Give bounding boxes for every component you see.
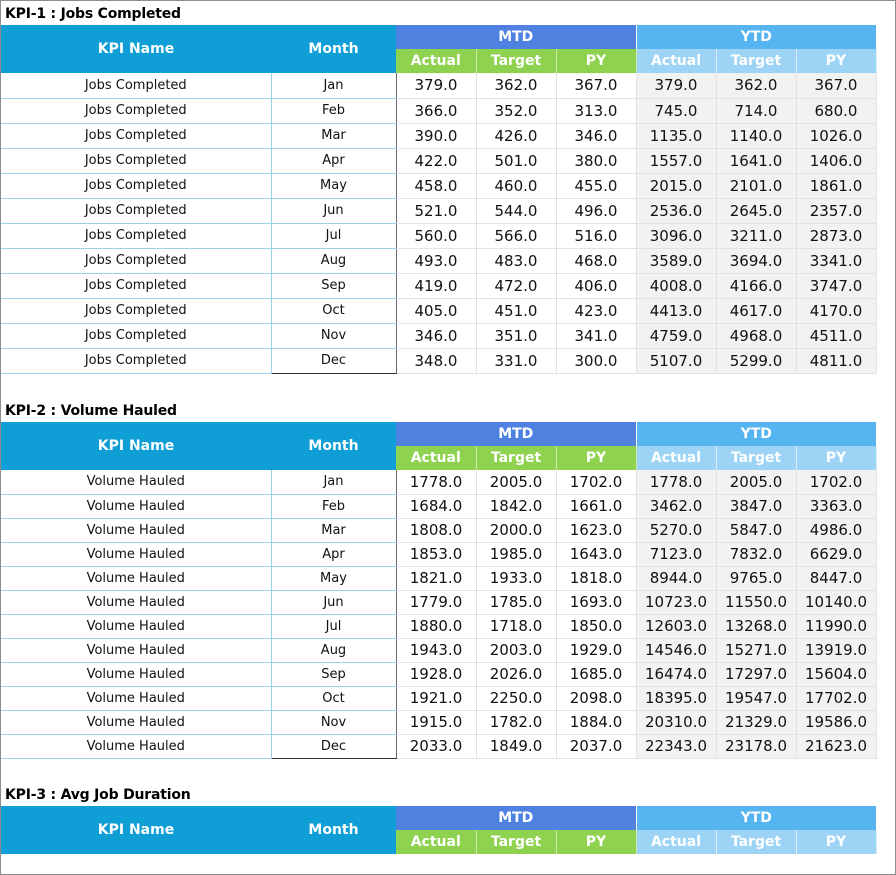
mtd-actual-cell[interactable]: 458.0: [396, 173, 476, 198]
month-cell[interactable]: Jul: [271, 614, 396, 638]
ytd-target-cell[interactable]: 1140.0: [716, 123, 796, 148]
mtd-target-cell[interactable]: 2250.0: [476, 686, 556, 710]
header-ytd-py[interactable]: PY: [796, 446, 876, 470]
kpi-name-cell[interactable]: Volume Hauled: [1, 614, 271, 638]
kpi-name-cell[interactable]: Volume Hauled: [1, 638, 271, 662]
mtd-py-cell[interactable]: 1623.0: [556, 518, 636, 542]
kpi-name-cell[interactable]: Volume Hauled: [1, 662, 271, 686]
ytd-py-cell[interactable]: 2873.0: [796, 223, 876, 248]
month-cell[interactable]: Sep: [271, 273, 396, 298]
mtd-py-cell[interactable]: 1818.0: [556, 566, 636, 590]
header-ytd-target[interactable]: Target: [716, 830, 796, 854]
table-row: [1, 470, 876, 494]
mtd-py-cell[interactable]: 516.0: [556, 223, 636, 248]
header-kpi-name[interactable]: KPI Name: [1, 422, 271, 470]
ytd-actual-cell[interactable]: 1778.0: [636, 470, 716, 494]
month-cell[interactable]: May: [271, 173, 396, 198]
ytd-target-cell[interactable]: 3847.0: [716, 494, 796, 518]
header-kpi-name[interactable]: KPI Name: [1, 25, 271, 73]
ytd-actual-cell[interactable]: 8944.0: [636, 566, 716, 590]
mtd-target-cell[interactable]: 1842.0: [476, 494, 556, 518]
ytd-target-cell[interactable]: 19547.0: [716, 686, 796, 710]
ytd-target-cell[interactable]: 1641.0: [716, 148, 796, 173]
header-ytd-actual[interactable]: Actual: [636, 49, 716, 73]
ytd-actual-cell[interactable]: 22343.0: [636, 734, 716, 758]
ytd-target-cell[interactable]: 2645.0: [716, 198, 796, 223]
ytd-actual-cell[interactable]: 3589.0: [636, 248, 716, 273]
table-row: [1, 248, 876, 273]
month-cell[interactable]: Mar: [271, 518, 396, 542]
mtd-target-cell[interactable]: 2005.0: [476, 470, 556, 494]
header-month[interactable]: Month: [271, 422, 396, 470]
kpi-title: KPI-3 : Avg Job Duration: [5, 787, 191, 803]
mtd-py-cell[interactable]: 468.0: [556, 248, 636, 273]
mtd-target-cell[interactable]: 1985.0: [476, 542, 556, 566]
mtd-target-cell[interactable]: 483.0: [476, 248, 556, 273]
mtd-actual-cell[interactable]: 379.0: [396, 73, 476, 98]
ytd-py-cell[interactable]: 13919.0: [796, 638, 876, 662]
mtd-actual-cell[interactable]: 346.0: [396, 323, 476, 348]
table-row: [1, 273, 876, 298]
ytd-target-cell[interactable]: 2101.0: [716, 173, 796, 198]
table-row: [1, 298, 876, 323]
mtd-target-cell[interactable]: 1849.0: [476, 734, 556, 758]
mtd-py-cell[interactable]: 1850.0: [556, 614, 636, 638]
month-cell[interactable]: Mar: [271, 123, 396, 148]
header-ytd-target[interactable]: Target: [716, 49, 796, 73]
mtd-target-cell[interactable]: 1718.0: [476, 614, 556, 638]
header-mtd-actual[interactable]: Actual: [396, 49, 476, 73]
ytd-target-cell[interactable]: 362.0: [716, 73, 796, 98]
month-cell[interactable]: Jun: [271, 198, 396, 223]
kpi-table: [1, 25, 877, 374]
mtd-actual-cell[interactable]: 1808.0: [396, 518, 476, 542]
mtd-target-cell[interactable]: 2003.0: [476, 638, 556, 662]
header-mtd[interactable]: MTD: [396, 422, 636, 446]
mtd-actual-cell[interactable]: 405.0: [396, 298, 476, 323]
mtd-py-cell[interactable]: 1693.0: [556, 590, 636, 614]
kpi-table: [1, 422, 877, 759]
mtd-target-cell[interactable]: 2000.0: [476, 518, 556, 542]
ytd-actual-cell[interactable]: 2536.0: [636, 198, 716, 223]
mtd-target-cell[interactable]: 2026.0: [476, 662, 556, 686]
mtd-actual-cell[interactable]: 521.0: [396, 198, 476, 223]
kpi-name-cell[interactable]: Jobs Completed: [1, 198, 271, 223]
table-row: [1, 494, 876, 518]
month-cell[interactable]: Apr: [271, 148, 396, 173]
ytd-actual-cell[interactable]: 379.0: [636, 73, 716, 98]
ytd-py-cell[interactable]: 10140.0: [796, 590, 876, 614]
mtd-py-cell[interactable]: 455.0: [556, 173, 636, 198]
mtd-py-cell[interactable]: 1929.0: [556, 638, 636, 662]
ytd-target-cell[interactable]: 2005.0: [716, 470, 796, 494]
ytd-py-cell[interactable]: 367.0: [796, 73, 876, 98]
mtd-actual-cell[interactable]: 1880.0: [396, 614, 476, 638]
kpi-name-cell[interactable]: Volume Hauled: [1, 470, 271, 494]
ytd-target-cell[interactable]: 4968.0: [716, 323, 796, 348]
ytd-py-cell[interactable]: 6629.0: [796, 542, 876, 566]
kpi-name-cell[interactable]: Jobs Completed: [1, 148, 271, 173]
month-cell[interactable]: Aug: [271, 638, 396, 662]
mtd-py-cell[interactable]: 2098.0: [556, 686, 636, 710]
table-row: [1, 223, 876, 248]
header-mtd-py[interactable]: PY: [556, 830, 636, 854]
kpi-name-cell[interactable]: Jobs Completed: [1, 98, 271, 123]
kpi-title: KPI-2 : Volume Hauled: [5, 403, 177, 419]
month-cell[interactable]: Jun: [271, 590, 396, 614]
mtd-py-cell[interactable]: 346.0: [556, 123, 636, 148]
mtd-py-cell[interactable]: 1661.0: [556, 494, 636, 518]
mtd-actual-cell[interactable]: 422.0: [396, 148, 476, 173]
kpi-name-cell[interactable]: Volume Hauled: [1, 590, 271, 614]
header-mtd-py[interactable]: PY: [556, 49, 636, 73]
header-mtd[interactable]: MTD: [396, 25, 636, 49]
mtd-target-cell[interactable]: 460.0: [476, 173, 556, 198]
month-cell[interactable]: Dec: [271, 734, 396, 758]
ytd-py-cell[interactable]: 3747.0: [796, 273, 876, 298]
header-mtd[interactable]: MTD: [396, 806, 636, 830]
ytd-actual-cell[interactable]: 18395.0: [636, 686, 716, 710]
kpi-table: [1, 806, 877, 854]
ytd-target-cell[interactable]: 3694.0: [716, 248, 796, 273]
mtd-target-cell[interactable]: 1785.0: [476, 590, 556, 614]
ytd-actual-cell[interactable]: 3462.0: [636, 494, 716, 518]
header-ytd-target[interactable]: Target: [716, 446, 796, 470]
table-row: [1, 148, 876, 173]
ytd-actual-cell[interactable]: 1557.0: [636, 148, 716, 173]
kpi-name-cell[interactable]: Jobs Completed: [1, 323, 271, 348]
kpi-name-cell[interactable]: Jobs Completed: [1, 223, 271, 248]
ytd-py-cell[interactable]: 11990.0: [796, 614, 876, 638]
mtd-target-cell[interactable]: 331.0: [476, 348, 556, 373]
ytd-py-cell[interactable]: 17702.0: [796, 686, 876, 710]
ytd-actual-cell[interactable]: 5270.0: [636, 518, 716, 542]
ytd-py-cell[interactable]: 1406.0: [796, 148, 876, 173]
mtd-actual-cell[interactable]: 1779.0: [396, 590, 476, 614]
header-ytd[interactable]: YTD: [636, 806, 876, 830]
ytd-target-cell[interactable]: 9765.0: [716, 566, 796, 590]
kpi-name-cell[interactable]: Jobs Completed: [1, 73, 271, 98]
ytd-py-cell[interactable]: 19586.0: [796, 710, 876, 734]
mtd-actual-cell[interactable]: 560.0: [396, 223, 476, 248]
ytd-actual-cell[interactable]: 10723.0: [636, 590, 716, 614]
mtd-actual-cell[interactable]: 1778.0: [396, 470, 476, 494]
mtd-py-cell[interactable]: 406.0: [556, 273, 636, 298]
header-mtd-actual[interactable]: Actual: [396, 446, 476, 470]
ytd-actual-cell[interactable]: 7123.0: [636, 542, 716, 566]
mtd-actual-cell[interactable]: 1915.0: [396, 710, 476, 734]
mtd-py-cell[interactable]: 1685.0: [556, 662, 636, 686]
ytd-py-cell[interactable]: 8447.0: [796, 566, 876, 590]
ytd-actual-cell[interactable]: 20310.0: [636, 710, 716, 734]
mtd-py-cell[interactable]: 367.0: [556, 73, 636, 98]
table-row: [1, 173, 876, 198]
mtd-py-cell[interactable]: 300.0: [556, 348, 636, 373]
ytd-target-cell[interactable]: 714.0: [716, 98, 796, 123]
ytd-target-cell[interactable]: 13268.0: [716, 614, 796, 638]
kpi-name-cell[interactable]: Volume Hauled: [1, 542, 271, 566]
mtd-actual-cell[interactable]: 493.0: [396, 248, 476, 273]
header-month[interactable]: Month: [271, 806, 396, 854]
ytd-target-cell[interactable]: 23178.0: [716, 734, 796, 758]
mtd-target-cell[interactable]: 472.0: [476, 273, 556, 298]
ytd-actual-cell[interactable]: 12603.0: [636, 614, 716, 638]
mtd-target-cell[interactable]: 426.0: [476, 123, 556, 148]
month-cell[interactable]: Oct: [271, 686, 396, 710]
ytd-actual-cell[interactable]: 2015.0: [636, 173, 716, 198]
ytd-target-cell[interactable]: 15271.0: [716, 638, 796, 662]
ytd-py-cell[interactable]: 21623.0: [796, 734, 876, 758]
table-row: [1, 614, 876, 638]
ytd-target-cell[interactable]: 11550.0: [716, 590, 796, 614]
table-row: [1, 734, 876, 758]
table-row: [1, 198, 876, 223]
header-mtd-target[interactable]: Target: [476, 49, 556, 73]
mtd-target-cell[interactable]: 451.0: [476, 298, 556, 323]
ytd-actual-cell[interactable]: 1135.0: [636, 123, 716, 148]
month-cell[interactable]: Apr: [271, 542, 396, 566]
mtd-actual-cell[interactable]: 419.0: [396, 273, 476, 298]
ytd-py-cell[interactable]: 1026.0: [796, 123, 876, 148]
mtd-py-cell[interactable]: 380.0: [556, 148, 636, 173]
ytd-actual-cell[interactable]: 16474.0: [636, 662, 716, 686]
month-cell[interactable]: Dec: [271, 348, 396, 373]
table-row: [1, 638, 876, 662]
mtd-actual-cell[interactable]: 1928.0: [396, 662, 476, 686]
kpi-title: KPI-1 : Jobs Completed: [5, 6, 181, 22]
mtd-target-cell[interactable]: 362.0: [476, 73, 556, 98]
table-row: [1, 566, 876, 590]
ytd-py-cell[interactable]: 3341.0: [796, 248, 876, 273]
header-ytd-actual[interactable]: Actual: [636, 830, 716, 854]
mtd-py-cell[interactable]: 2037.0: [556, 734, 636, 758]
ytd-target-cell[interactable]: 4166.0: [716, 273, 796, 298]
month-cell[interactable]: Oct: [271, 298, 396, 323]
header-ytd[interactable]: YTD: [636, 25, 876, 49]
mtd-actual-cell[interactable]: 366.0: [396, 98, 476, 123]
ytd-py-cell[interactable]: 2357.0: [796, 198, 876, 223]
mtd-actual-cell[interactable]: 1921.0: [396, 686, 476, 710]
ytd-py-cell[interactable]: 1702.0: [796, 470, 876, 494]
header-mtd-target[interactable]: Target: [476, 830, 556, 854]
month-cell[interactable]: Jan: [271, 470, 396, 494]
ytd-py-cell[interactable]: 15604.0: [796, 662, 876, 686]
table-row: [1, 686, 876, 710]
kpi-name-cell[interactable]: Jobs Completed: [1, 123, 271, 148]
header-ytd-py[interactable]: PY: [796, 830, 876, 854]
header-ytd-actual[interactable]: Actual: [636, 446, 716, 470]
ytd-py-cell[interactable]: 4811.0: [796, 348, 876, 373]
ytd-py-cell[interactable]: 4986.0: [796, 518, 876, 542]
mtd-actual-cell[interactable]: 2033.0: [396, 734, 476, 758]
kpi-name-cell[interactable]: Volume Hauled: [1, 710, 271, 734]
month-cell[interactable]: Feb: [271, 98, 396, 123]
kpi-name-cell[interactable]: Jobs Completed: [1, 248, 271, 273]
mtd-target-cell[interactable]: 566.0: [476, 223, 556, 248]
mtd-actual-cell[interactable]: 1943.0: [396, 638, 476, 662]
table-row: [1, 348, 876, 373]
mtd-py-cell[interactable]: 1702.0: [556, 470, 636, 494]
mtd-target-cell[interactable]: 1933.0: [476, 566, 556, 590]
month-cell[interactable]: Aug: [271, 248, 396, 273]
ytd-target-cell[interactable]: 17297.0: [716, 662, 796, 686]
ytd-actual-cell[interactable]: 4008.0: [636, 273, 716, 298]
mtd-actual-cell[interactable]: 1853.0: [396, 542, 476, 566]
ytd-py-cell[interactable]: 680.0: [796, 98, 876, 123]
table-row: [1, 73, 876, 98]
ytd-py-cell[interactable]: 4511.0: [796, 323, 876, 348]
kpi-name-cell[interactable]: Jobs Completed: [1, 298, 271, 323]
mtd-target-cell[interactable]: 544.0: [476, 198, 556, 223]
ytd-actual-cell[interactable]: 745.0: [636, 98, 716, 123]
month-cell[interactable]: Nov: [271, 323, 396, 348]
mtd-target-cell[interactable]: 1782.0: [476, 710, 556, 734]
month-cell[interactable]: May: [271, 566, 396, 590]
month-cell[interactable]: Jan: [271, 73, 396, 98]
header-mtd-target[interactable]: Target: [476, 446, 556, 470]
mtd-target-cell[interactable]: 352.0: [476, 98, 556, 123]
ytd-target-cell[interactable]: 5299.0: [716, 348, 796, 373]
mtd-actual-cell[interactable]: 1684.0: [396, 494, 476, 518]
mtd-actual-cell[interactable]: 348.0: [396, 348, 476, 373]
mtd-py-cell[interactable]: 1884.0: [556, 710, 636, 734]
mtd-actual-cell[interactable]: 1821.0: [396, 566, 476, 590]
ytd-actual-cell[interactable]: 4413.0: [636, 298, 716, 323]
mtd-py-cell[interactable]: 1643.0: [556, 542, 636, 566]
header-mtd-actual[interactable]: Actual: [396, 830, 476, 854]
table-row: [1, 123, 876, 148]
ytd-py-cell[interactable]: 4170.0: [796, 298, 876, 323]
kpi-name-cell[interactable]: Volume Hauled: [1, 686, 271, 710]
month-cell[interactable]: Feb: [271, 494, 396, 518]
kpi-name-cell[interactable]: Jobs Completed: [1, 348, 271, 373]
month-cell[interactable]: Sep: [271, 662, 396, 686]
ytd-actual-cell[interactable]: 5107.0: [636, 348, 716, 373]
kpi-name-cell[interactable]: Volume Hauled: [1, 734, 271, 758]
mtd-actual-cell[interactable]: 390.0: [396, 123, 476, 148]
table-row: [1, 662, 876, 686]
mtd-py-cell[interactable]: 496.0: [556, 198, 636, 223]
ytd-actual-cell[interactable]: 4759.0: [636, 323, 716, 348]
ytd-target-cell[interactable]: 7832.0: [716, 542, 796, 566]
kpi-name-cell[interactable]: Jobs Completed: [1, 173, 271, 198]
table-row: [1, 590, 876, 614]
mtd-py-cell[interactable]: 423.0: [556, 298, 636, 323]
ytd-target-cell[interactable]: 3211.0: [716, 223, 796, 248]
month-cell[interactable]: Jul: [271, 223, 396, 248]
header-ytd[interactable]: YTD: [636, 422, 876, 446]
month-cell[interactable]: Nov: [271, 710, 396, 734]
ytd-target-cell[interactable]: 4617.0: [716, 298, 796, 323]
ytd-py-cell[interactable]: 1861.0: [796, 173, 876, 198]
mtd-py-cell[interactable]: 313.0: [556, 98, 636, 123]
table-row: [1, 323, 876, 348]
table-row: [1, 518, 876, 542]
ytd-actual-cell[interactable]: 3096.0: [636, 223, 716, 248]
mtd-target-cell[interactable]: 501.0: [476, 148, 556, 173]
ytd-actual-cell[interactable]: 14546.0: [636, 638, 716, 662]
mtd-target-cell[interactable]: 351.0: [476, 323, 556, 348]
ytd-target-cell[interactable]: 5847.0: [716, 518, 796, 542]
header-mtd-py[interactable]: PY: [556, 446, 636, 470]
table-row: [1, 710, 876, 734]
ytd-target-cell[interactable]: 21329.0: [716, 710, 796, 734]
kpi-name-cell[interactable]: Jobs Completed: [1, 273, 271, 298]
kpi-name-cell[interactable]: Volume Hauled: [1, 518, 271, 542]
table-row: [1, 98, 876, 123]
header-month[interactable]: Month: [271, 25, 396, 73]
kpi-name-cell[interactable]: Volume Hauled: [1, 566, 271, 590]
kpi-name-cell[interactable]: Volume Hauled: [1, 494, 271, 518]
table-row: [1, 542, 876, 566]
ytd-py-cell[interactable]: 3363.0: [796, 494, 876, 518]
mtd-py-cell[interactable]: 341.0: [556, 323, 636, 348]
header-kpi-name[interactable]: KPI Name: [1, 806, 271, 854]
header-ytd-py[interactable]: PY: [796, 49, 876, 73]
